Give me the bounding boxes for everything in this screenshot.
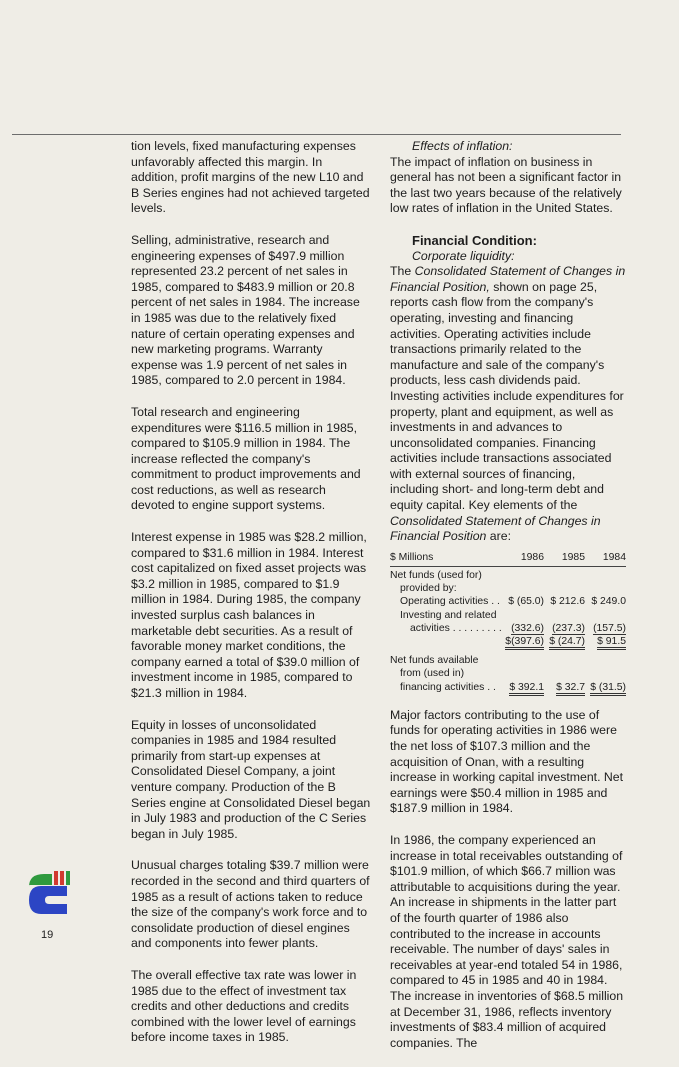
cummins-logo-icon: [27, 869, 73, 915]
paragraph-tax-rate: The overall effective tax rate was lower in 1985 due to the effect of investment tax credits and other deductions and credits combined with the lower level of earnings before income taxes in 1985.: [131, 967, 357, 1045]
paragraph-interest: Interest expense in 1985 was $28.2 million, compared to $31.6 million in 1984. Interest cost capitalized on fixed asset projects was $3.2 million in 1985, compared to $1.9 million in 1984. During 1985, the company invested surplus cash balances in marketable debt securities. As a result of favorable money market conditions, the company earned a total of $39.0 million of investment income in 1985, compared to $21.3 million in 1984.: [131, 530, 367, 700]
paragraph-equity-losses: Equity in losses of unconsolidated companies in 1985 and 1984 resulted primarily from start-up expenses at Consolidated Diesel Company, a joint venture company. Production of the B Series engine at Consolidated Diesel began in July 1983 and production of the C Series began in July 1985.: [131, 717, 371, 841]
table-row: Net funds available: [390, 655, 479, 667]
paragraph-selling-expenses: Selling, administrative, research and engineering expenses of $497.9 million represented 23.2 percent of net sales in 1985, compared to $483.9 million or 20.8 percent of net sales in 1984. The increase in 1985 was due to the relatively fixed nature of certain operating expenses and new marketing programs. Warranty expense was 1.9 percent of net sales in 1985, compared to 2.0 percent in 1984.: [131, 232, 360, 388]
paragraph-inflation: The impact of inflation on business in general has not been a significant factor in the last two years because of the relatively low rates of inflation in the United States.: [390, 154, 622, 216]
table-row: from (used in): [400, 668, 465, 680]
table-row: Investing and related: [400, 609, 497, 621]
page-number: 19: [41, 929, 54, 941]
paragraph-liquidity: The Consolidated Statement of Changes in Financial Position, shown on page 25, reports cash flow from the company's operating, investing and financing activities. Operating activities include transactions primarily related to the manufacture and sale of the company's products, less cash dividends paid. Investing activities include expenditures for property, plant and equipment, as well as investments in and advances to unconsolidated companies. Financing activities include transactions associated with external sources of financing, including short- and long-term debt and equity capital. Key elements of the Consolidated Statement of Changes in Financial Position are:: [390, 264, 626, 544]
paragraph-unusual-charges: Unusual charges totaling $39.7 million were recorded in the second and third quarters of 1985 as a result of actions taken to reduce the size of the company's work force and to consolidate production of diesel engines and components into fewer plants.: [131, 858, 370, 951]
left-column: [131, 139, 371, 1062]
funds-table: [390, 551, 626, 694]
financial-condition-heading: Financial Condition:: [412, 232, 537, 248]
paragraph-margins: tion levels, fixed manufacturing expenses unfavorably affected this margin. In addition, profit margins of the new L10 and B Series engines had not achieved targeted levels.: [131, 139, 370, 216]
table-row-investing: activities . . . . . . . . . (332.6) (237.3) (157.5): [410, 622, 626, 634]
right-column: [390, 139, 626, 1067]
table-row: provided by:: [400, 583, 457, 595]
table-row-financing: financing activities . . $ 392.1 $ 32.7 $ (31.5): [390, 681, 626, 694]
table-row: Net funds (used for): [390, 570, 482, 582]
inflation-heading: Effects of inflation:: [412, 139, 513, 153]
table-row-operating: Operating activities . . $ (65.0) $ 212.6 $ 249.0: [400, 596, 626, 608]
table-row-subtotal: $(397.6) $ (24.7) $ 91.5: [390, 635, 626, 648]
liquidity-heading: Corporate liquidity:: [412, 248, 515, 263]
paragraph-major-factors: Major factors contributing to the use of funds for operating activities in 1986 were the net loss of $107.3 million and the acquisition of Onan, with a resulting increase in working capital investment. Net earnings were $50.4 million in 1985 and $187.9 million in 1984.: [390, 707, 624, 816]
header-rule: [12, 134, 621, 135]
table-header-row: $ Millions 1986 1985 1984: [390, 551, 626, 567]
paragraph-research: Total research and engineering expenditures were $116.5 million in 1985, compared to $105.9 million in 1984. The increase reflected the company's commitment to product improvements and cost reductions, as well as research devoted to engine support systems.: [131, 404, 361, 513]
paragraph-receivables: In 1986, the company experienced an increase in total receivables outstanding of $101.9 million, of which $66.7 million was attributable to acquisitions during the year. An increase in shipments in the latter part of the fourth quarter of 1986 also contributed to the increase in accounts receivable. The number of days' sales in receivables at year-end totaled 54 in 1986, compared to 45 in 1985 and 40 in 1984. The increase in inventories of $68.5 million at December 31, 1986, reflects inventory investments of $83.4 million of acquired companies. The: [390, 833, 624, 1050]
